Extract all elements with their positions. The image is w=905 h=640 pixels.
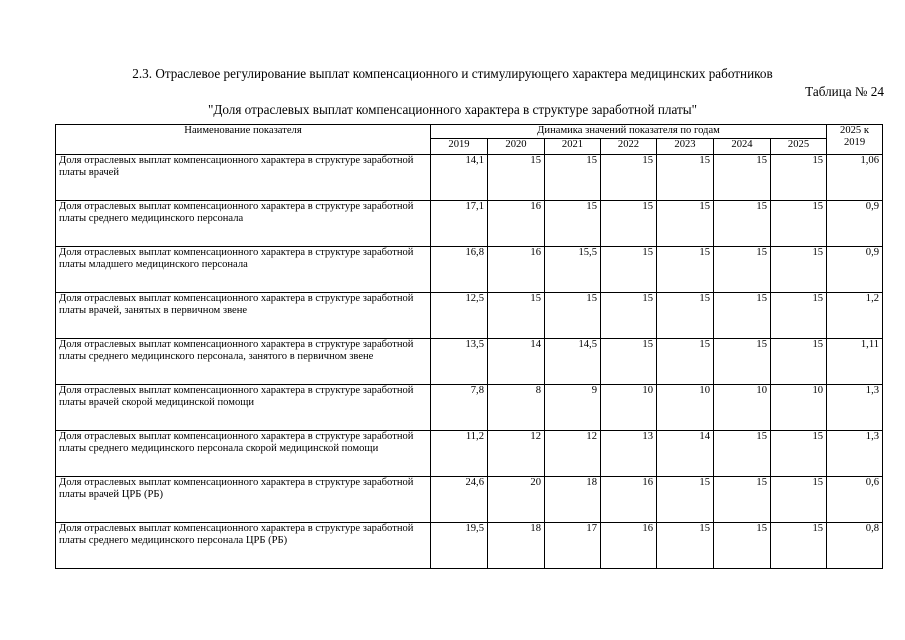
row-value: 15,5 bbox=[545, 247, 601, 293]
row-value: 17 bbox=[545, 523, 601, 569]
row-value: 7,8 bbox=[431, 385, 488, 431]
row-value: 9 bbox=[545, 385, 601, 431]
row-value: 15 bbox=[488, 155, 545, 201]
row-value: 14 bbox=[488, 339, 545, 385]
table-row bbox=[56, 293, 883, 339]
table-row bbox=[56, 477, 883, 523]
row-value: 15 bbox=[771, 155, 827, 201]
row-indicator-name: Доля отраслевых выплат компенсационного характера в структуре заработной платы врачей ЦРБ (РБ) bbox=[56, 477, 431, 523]
header-year: 2021 bbox=[545, 139, 601, 155]
row-value: 15 bbox=[714, 155, 771, 201]
table-row bbox=[56, 155, 883, 201]
row-indicator-name: Доля отраслевых выплат компенсационного характера в структуре заработной платы среднего медицинского персонала bbox=[56, 201, 431, 247]
header-year: 2025 bbox=[771, 139, 827, 155]
row-value: 15 bbox=[657, 339, 714, 385]
row-value: 15 bbox=[657, 155, 714, 201]
row-value: 17,1 bbox=[431, 201, 488, 247]
row-value: 13,5 bbox=[431, 339, 488, 385]
row-value: 15 bbox=[601, 293, 657, 339]
table-row bbox=[56, 339, 883, 385]
header-year: 2020 bbox=[488, 139, 545, 155]
row-ratio: 0,8 bbox=[827, 523, 883, 569]
row-value: 10 bbox=[714, 385, 771, 431]
header-year: 2023 bbox=[657, 139, 714, 155]
row-value: 18 bbox=[545, 477, 601, 523]
row-value: 15 bbox=[601, 339, 657, 385]
row-value: 15 bbox=[657, 293, 714, 339]
row-indicator-name: Доля отраслевых выплат компенсационного характера в структуре заработной платы среднего медицинского персонала ЦРБ (РБ) bbox=[56, 523, 431, 569]
row-value: 15 bbox=[714, 339, 771, 385]
header-row bbox=[56, 125, 883, 139]
row-indicator-name: Доля отраслевых выплат компенсационного характера в структуре заработной платы врачей bbox=[56, 155, 431, 201]
row-value: 16,8 bbox=[431, 247, 488, 293]
row-indicator-name: Доля отраслевых выплат компенсационного характера в структуре заработной платы среднего медицинского персонала, занятого в первичном звене bbox=[56, 339, 431, 385]
row-value: 15 bbox=[545, 201, 601, 247]
row-value: 24,6 bbox=[431, 477, 488, 523]
row-value: 15 bbox=[771, 293, 827, 339]
row-ratio: 1,11 bbox=[827, 339, 883, 385]
row-value: 14 bbox=[657, 431, 714, 477]
row-value: 15 bbox=[657, 247, 714, 293]
row-value: 15 bbox=[771, 247, 827, 293]
header-year: 2024 bbox=[714, 139, 771, 155]
row-ratio: 1,2 bbox=[827, 293, 883, 339]
table-row bbox=[56, 385, 883, 431]
row-value: 15 bbox=[771, 431, 827, 477]
row-value: 15 bbox=[545, 155, 601, 201]
row-value: 8 bbox=[488, 385, 545, 431]
row-value: 15 bbox=[771, 339, 827, 385]
row-value: 11,2 bbox=[431, 431, 488, 477]
row-ratio: 0,6 bbox=[827, 477, 883, 523]
section-heading: 2.3. Отраслевое регулирование выплат компенсационного и стимулирующего характера медицинских работников bbox=[132, 66, 773, 81]
header-indicator-name: Наименование показателя bbox=[56, 125, 431, 155]
header-year: 2019 bbox=[431, 139, 488, 155]
row-ratio: 1,3 bbox=[827, 385, 883, 431]
row-ratio: 0,9 bbox=[827, 247, 883, 293]
row-ratio: 1,06 bbox=[827, 155, 883, 201]
row-indicator-name: Доля отраслевых выплат компенсационного характера в структуре заработной платы врачей, занятых в первичном звене bbox=[56, 293, 431, 339]
table-row bbox=[56, 247, 883, 293]
row-value: 15 bbox=[771, 477, 827, 523]
row-value: 15 bbox=[714, 293, 771, 339]
row-value: 12,5 bbox=[431, 293, 488, 339]
row-value: 10 bbox=[657, 385, 714, 431]
row-value: 16 bbox=[601, 477, 657, 523]
table-number: Таблица № 24 bbox=[805, 84, 884, 99]
row-value: 13 bbox=[601, 431, 657, 477]
row-value: 15 bbox=[714, 477, 771, 523]
table-row bbox=[56, 431, 883, 477]
table-row bbox=[56, 523, 883, 569]
row-value: 20 bbox=[488, 477, 545, 523]
row-value: 15 bbox=[771, 523, 827, 569]
row-value: 10 bbox=[601, 385, 657, 431]
row-value: 15 bbox=[601, 247, 657, 293]
table-row bbox=[56, 201, 883, 247]
row-value: 15 bbox=[771, 201, 827, 247]
row-indicator-name: Доля отраслевых выплат компенсационного характера в структуре заработной платы врачей скорой медицинской помощи bbox=[56, 385, 431, 431]
row-value: 15 bbox=[545, 293, 601, 339]
row-value: 14,5 bbox=[545, 339, 601, 385]
row-value: 12 bbox=[545, 431, 601, 477]
header-ratio-line2: 2019 bbox=[843, 137, 866, 149]
row-value: 15 bbox=[714, 201, 771, 247]
row-indicator-name: Доля отраслевых выплат компенсационного характера в структуре заработной платы младшего медицинского персонала bbox=[56, 247, 431, 293]
header-ratio-line1: 2025 к bbox=[840, 125, 870, 136]
row-value: 15 bbox=[714, 431, 771, 477]
row-indicator-name: Доля отраслевых выплат компенсационного характера в структуре заработной платы среднего медицинского персонала скорой медицинской помощи bbox=[56, 431, 431, 477]
row-value: 10 bbox=[771, 385, 827, 431]
row-value: 15 bbox=[601, 201, 657, 247]
row-value: 18 bbox=[488, 523, 545, 569]
row-value: 15 bbox=[657, 201, 714, 247]
header-year: 2022 bbox=[601, 139, 657, 155]
row-value: 15 bbox=[714, 523, 771, 569]
row-value: 15 bbox=[657, 477, 714, 523]
row-value: 16 bbox=[488, 201, 545, 247]
row-value: 19,5 bbox=[431, 523, 488, 569]
table-title: "Доля отраслевых выплат компенсационного характера в структуре заработной платы" bbox=[207, 102, 698, 117]
row-value: 15 bbox=[714, 247, 771, 293]
row-ratio: 0,9 bbox=[827, 201, 883, 247]
header-dynamics: Динамика значений показателя по годам bbox=[431, 125, 827, 139]
header-ratio bbox=[827, 125, 883, 155]
row-value: 16 bbox=[488, 247, 545, 293]
row-value: 15 bbox=[601, 155, 657, 201]
row-value: 12 bbox=[488, 431, 545, 477]
row-value: 14,1 bbox=[431, 155, 488, 201]
row-value: 15 bbox=[488, 293, 545, 339]
row-value: 16 bbox=[601, 523, 657, 569]
row-value: 15 bbox=[657, 523, 714, 569]
indicators-table bbox=[55, 124, 883, 569]
row-ratio: 1,3 bbox=[827, 431, 883, 477]
